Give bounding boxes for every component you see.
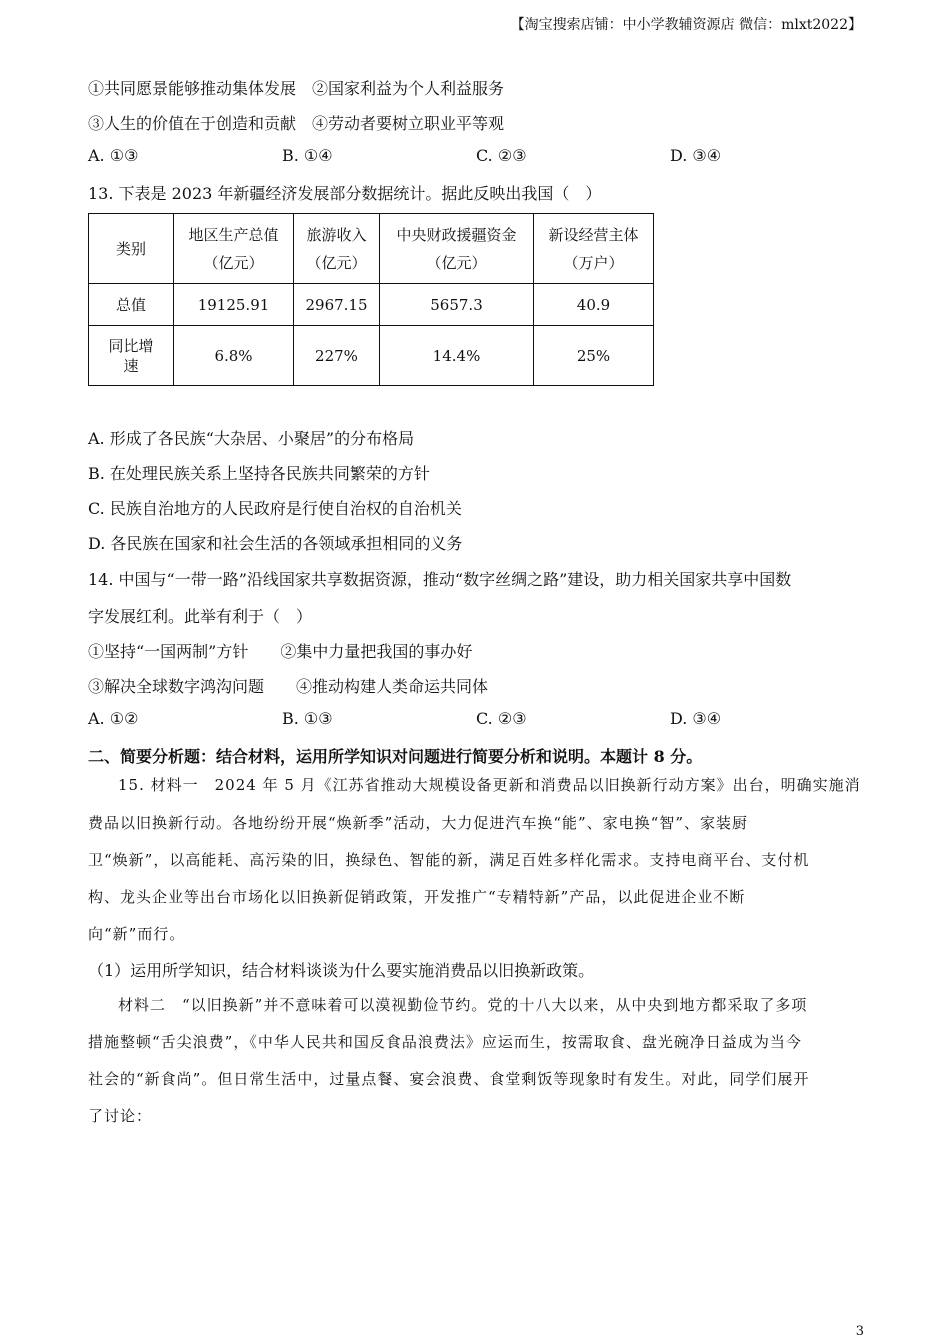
table-cell: 40.9 (534, 284, 654, 326)
q12-option-b: B. ①④ (282, 146, 333, 165)
q14-option-b: B. ①③ (282, 709, 333, 728)
q12-option-c: C. ②③ (476, 146, 527, 165)
header-central-aid: 中央财政援疆资金 （亿元） (380, 214, 534, 284)
q12-items-line1: ①共同愿景能够推动集体发展 ②国家利益为个人利益服务 (88, 79, 505, 98)
table-cell: 5657.3 (380, 284, 534, 326)
table-cell: 14.4% (380, 326, 534, 386)
q12-option-a: A. ①③ (88, 146, 139, 165)
q15-material1-line1: 15. 材料一 2024 年 5 月《江苏省推动大规模设备更新和消费品以旧换新行动方案》出台，明确实施消 (118, 776, 861, 794)
table-row (89, 284, 654, 326)
header-tourism: 旅游收入 （亿元） (294, 214, 380, 284)
q13-option-c: C. 民族自治地方的人民政府是行使自治权的自治机关 (88, 499, 462, 518)
q14-stem-line1: 14. 中国与“一带一路”沿线国家共享数据资源，推动“数字丝绸之路”建设，助力相关国家共享中国数 (88, 570, 792, 589)
table-header-row (89, 214, 654, 284)
q12-items-line2: ③人生的价值在于创造和贡献 ④劳动者要树立职业平等观 (88, 114, 505, 133)
table-cell: 25% (534, 326, 654, 386)
xinjiang-data-table (88, 213, 654, 386)
section-title: 二、简要分析题：结合材料，运用所学知识对问题进行简要分析和说明。本题计 8 分。 (88, 747, 703, 766)
header-gdp: 地区生产总值 （亿元） (174, 214, 294, 284)
q12-option-d: D. ③④ (670, 146, 722, 165)
q15-material2-line2: 措施整顿“舌尖浪费”，《中华人民共和国反食品浪费法》应运而生，按需取食、盘光碗净日益成为当今 (88, 1033, 802, 1051)
table-cell: 同比增速 (89, 326, 174, 386)
q14-stem-line2: 字发展红利。此举有利于（ ） (88, 607, 313, 626)
q14-items-line1: ①坚持“一国两制”方针 ②集中力量把我国的事办好 (88, 642, 473, 661)
q14-option-c: C. ②③ (476, 709, 527, 728)
q15-material1-line2: 费品以旧换新行动。各地纷纷开展“焕新季”活动，大力促进汽车换“能”、家电换“智”、家装厨 (88, 814, 749, 832)
q15-material2-line1: 材料二 “以旧换新”并不意味着可以漠视勤俭节约。党的十八大以来，从中央到地方都采取了多项 (118, 996, 808, 1014)
q14-option-d: D. ③④ (670, 709, 722, 728)
header-new-entities: 新设经营主体 （万户） (534, 214, 654, 284)
q13-stem: 13. 下表是 2023 年新疆经济发展部分数据统计。据此反映出我国（ ） (88, 184, 602, 203)
q15-material2-line3: 社会的“新食尚”。但日常生活中，过量点餐、宴会浪费、食堂剩饭等现象时有发生。对此，同学们展开 (88, 1070, 810, 1088)
table-cell: 6.8% (174, 326, 294, 386)
q13-option-b: B. 在处理民族关系上坚持各民族共同繁荣的方针 (88, 464, 430, 483)
table-cell: 227% (294, 326, 380, 386)
page-header: 【淘宝搜索店铺：中小学教辅资源店 微信：mlxt2022】 (510, 17, 862, 33)
table-cell: 总值 (89, 284, 174, 326)
page-number: 3 (855, 1324, 864, 1339)
q13-option-a: A. 形成了各民族“大杂居、小聚居”的分布格局 (88, 429, 415, 448)
table-row (89, 326, 654, 386)
table-cell: 19125.91 (174, 284, 294, 326)
q15-material1-line5: 向“新”而行。 (88, 925, 186, 943)
q15-question1: （1）运用所学知识，结合材料谈谈为什么要实施消费品以旧换新政策。 (88, 961, 595, 980)
q14-option-a: A. ①② (88, 709, 139, 728)
q15-material2-line4: 了讨论： (88, 1107, 153, 1125)
q15-material1-line4: 构、龙头企业等出台市场化以旧换新促销政策，开发推广“专精特新”产品，以此促进企业不断 (88, 888, 746, 906)
q13-option-d: D. 各民族在国家和社会生活的各领域承担相同的义务 (88, 534, 463, 553)
q15-material1-line3: 卫“焕新”，以高能耗、高污染的旧，换绿色、智能的新，满足百姓多样化需求。支持电商平台、支付机 (88, 851, 810, 869)
q14-items-line2: ③解决全球数字鸿沟问题 ④推动构建人类命运共同体 (88, 677, 489, 696)
table-cell: 2967.15 (294, 284, 380, 326)
header-category: 类别 (89, 214, 174, 284)
